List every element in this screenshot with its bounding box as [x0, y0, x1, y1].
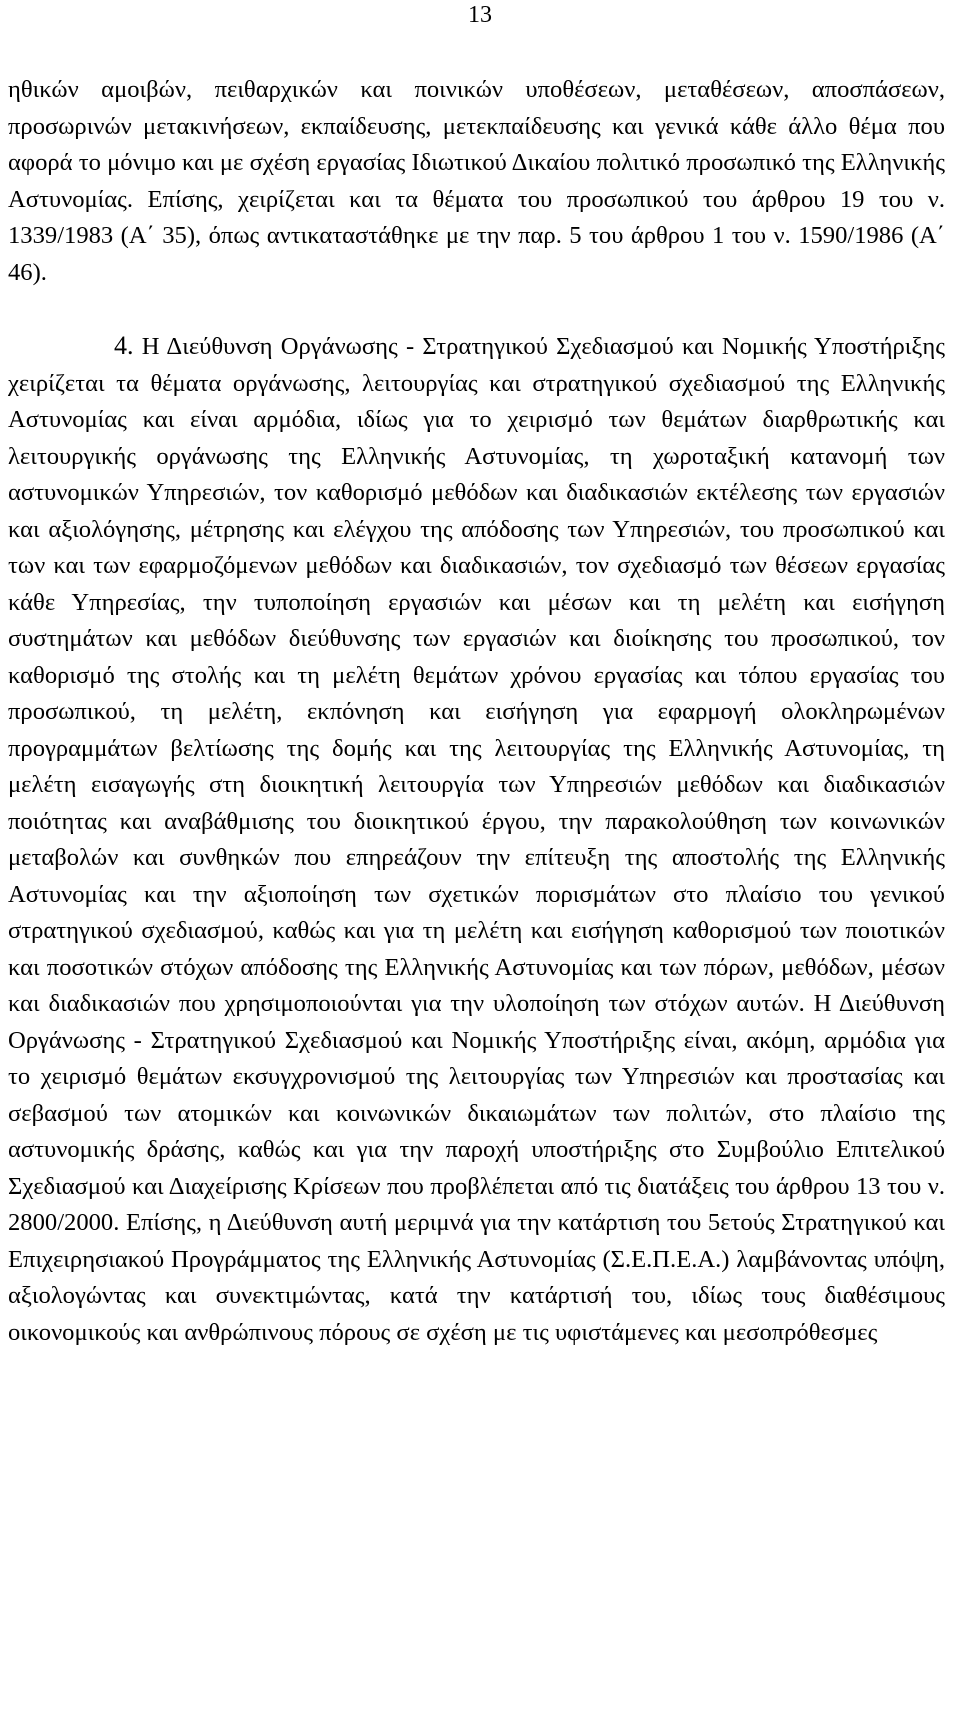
- document-body: [8, 72, 945, 1351]
- paragraph-text: Η Διεύθυνση Οργάνωσης - Στρατηγικού Σχεδιασμού και Νομικής Υποστήριξης χειρίζεται τα θέματα οργάνωσης, λειτουργίας και στρατηγικού σχεδιασμού της Ελληνικής Αστυνομίας και είναι αρμόδια, ιδίως για το χειρισμό των θεμάτων διαρθρωτικής και λειτουργικής οργάνωσης της Ελληνικής Αστυνομίας, τη χωροταξική κατανομή των αστυνομικών Υπηρεσιών, τον καθορισμό μεθόδων και διαδικασιών εκτέλεσης των εργασιών και αξιολόγησης, μέτρησης και ελέγχου της απόδοσης των Υπηρεσιών, του προσωπικού και των και των εφαρμοζόμενων μεθόδων και διαδικασιών, τον σχεδιασμό των θέσεων εργασίας κάθε Υπηρεσίας, την τυποποίηση εργασιών και μέσων και τη μελέτη και εισήγηση συστημάτων και μεθόδων διεύθυνσης των εργασιών και διοίκησης του προσωπικού, τον καθορισμό της στολής και τη μελέτη θεμάτων χρόνου εργασίας και τόπου εργασίας του προσωπικού, τη μελέτη, εκπόνηση και εισήγηση για εφαρμογή ολοκληρωμένων προγραμμάτων βελτίωσης της δομής και της λειτουργίας της Ελληνικής Αστυνομίας, τη μελέτη εισαγωγής στη διοικητική λειτουργία των Υπηρεσιών μεθόδων και διαδικασιών ποιότητας και αναβάθμισης του διοικητικού έργου, την παρακολούθηση των κοινωνικών μεταβολών και συνθηκών που επηρεάζουν την επίτευξη της αποστολής της Ελληνικής Αστυνομίας και την αξιοποίηση των σχετικών πορισμάτων στο πλαίσιο του γενικού στρατηγικού σχεδιασμού, καθώς και για τη μελέτη και εισήγηση καθορισμού των ποιοτικών και ποσοτικών στόχων απόδοσης της Ελληνικής Αστυνομίας και των πόρων, μεθόδων, μέσων και διαδικασιών που χρησιμοποιούνται για την υλοποίηση των στόχων αυτών. Η Διεύθυνση Οργάνωσης - Στρατηγικού Σχεδιασμού και Νομικής Υποστήριξης είναι, ακόμη, αρμόδια για το χειρισμό θεμάτων εκσυγχρονισμού της λειτουργίας των Υπηρεσιών και προστασίας και σεβασμού των ατομικών και κοινωνικών δικαιωμάτων των πολιτών, στο πλαίσιο της αστυνομικής δράσης, καθώς και για την παροχή υποστήριξης στο Συμβούλιο Επιτελικού Σχεδιασμού και Διαχείρισης Κρίσεων που προβλέπεται από τις διατάξεις του άρθρου 13 του ν. 2800/2000. Επίσης, η Διεύθυνση αυτή μεριμνά για την κατάρτιση του 5ετούς Στρατηγικού και Επιχειρησιακού Προγράμματος της Ελληνικής Αστυνομίας (Σ.Ε.Π.Ε.Α.) λαμβάνοντας υπόψη, αξιολογώντας και συνεκτιμώντας, κατά την κατάρτισή του, ιδίως τους διαθέσιμους οικονομικούς και ανθρώπινους πόρους σε σχέση με τις υφιστάμενες και μεσοπρόθεσμες: [8, 333, 945, 1346]
- page-number-text: 13: [468, 2, 492, 28]
- paragraph-continued: [8, 72, 945, 291]
- paragraph-item-4: [8, 328, 945, 1351]
- paragraph-number: 4.: [114, 331, 134, 360]
- page-number: [0, 0, 960, 30]
- paragraph-text: ηθικών αμοιβών, πειθαρχικών και ποινικών υποθέσεων, μεταθέσεων, αποσπάσεων, προσωρινών μετακινήσεων, εκπαίδευσης, μετεκπαίδευσης και γενικά κάθε άλλο θέμα που αφορά το μόνιμο και με σχέση εργασίας Ιδιωτικού Δικαίου πολιτικό προσωπικό της Ελληνικής Αστυνομίας. Επίσης, χειρίζεται και τα θέματα του προσωπικού του άρθρου 19 του ν. 1339/1983 (Α΄ 35), όπως αντικαταστάθηκε με την παρ. 5 του άρθρου 1 του ν. 1590/1986 (Α΄ 46).: [8, 76, 945, 286]
